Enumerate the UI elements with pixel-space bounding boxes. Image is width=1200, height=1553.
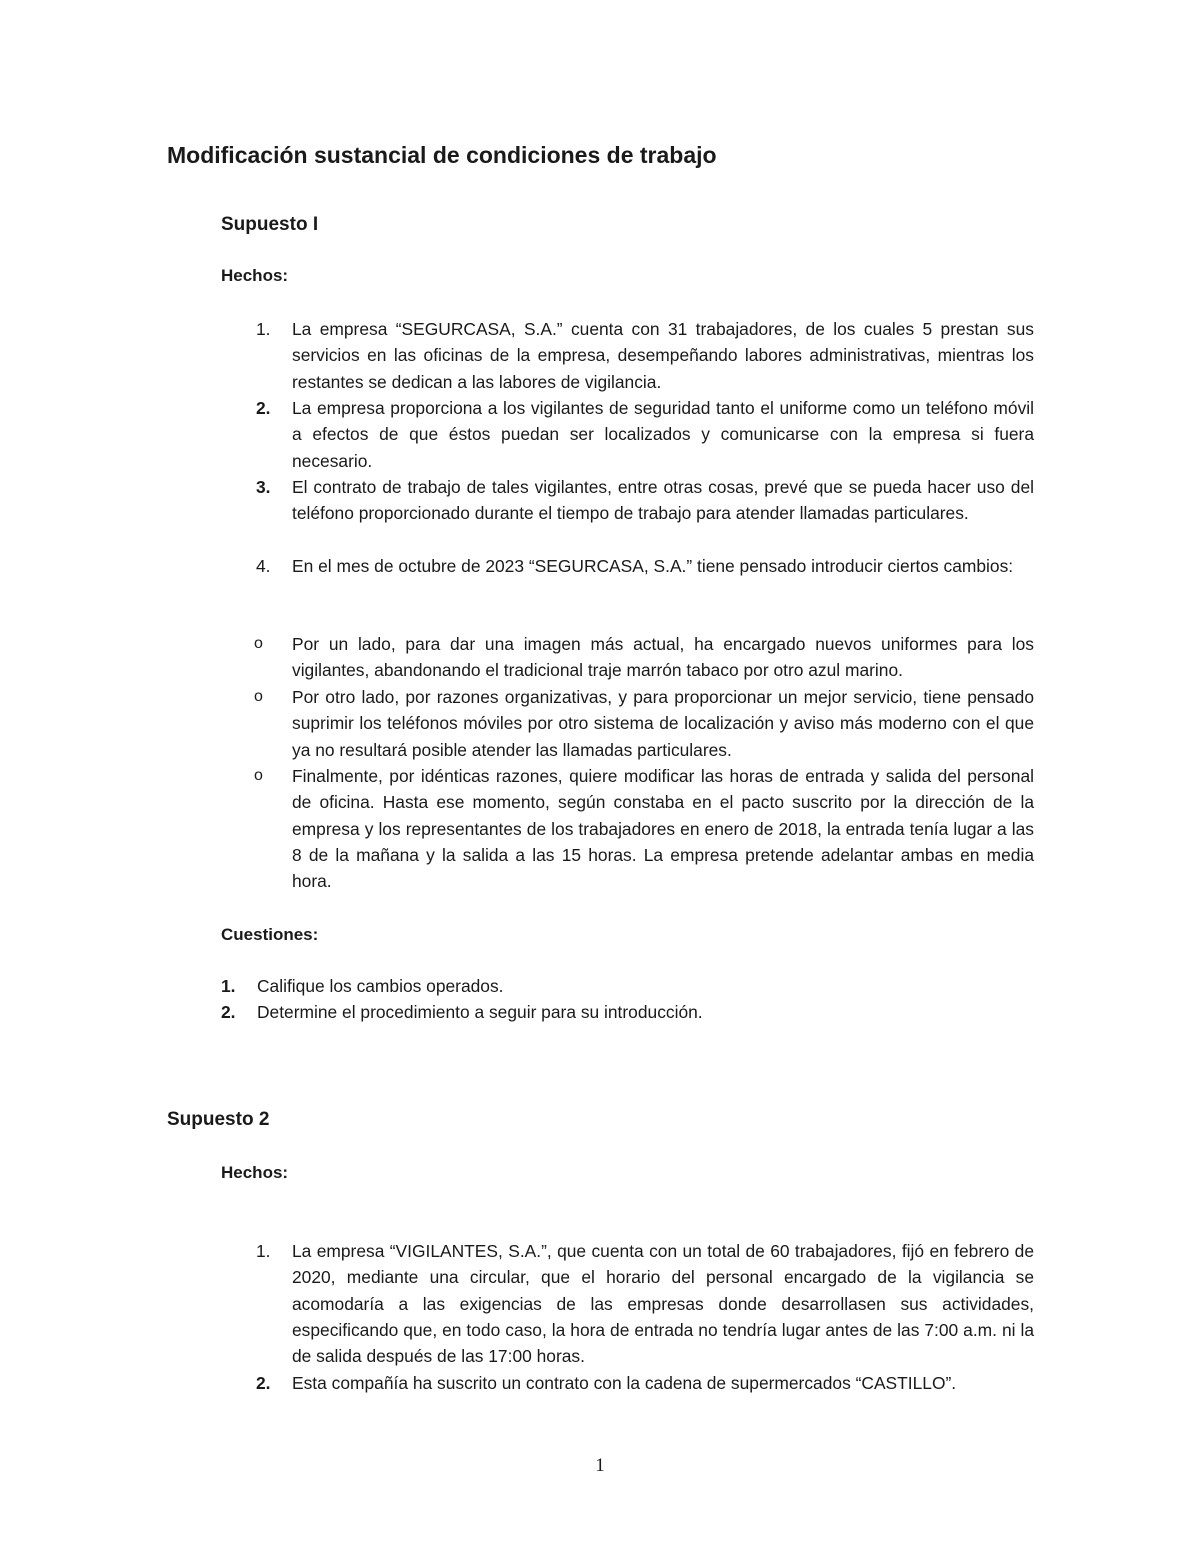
list-item (256, 1370, 1034, 1396)
list-marker: 1. (256, 1241, 271, 1261)
list-item (221, 999, 1034, 1025)
list-marker: 2. (256, 1373, 271, 1393)
document-title: Modificación sustancial de condiciones de trabajo (167, 142, 717, 168)
list-marker: 1. (221, 976, 236, 996)
list-item-text: En el mes de octubre de 2023 “SEGURCASA, S.A.” tiene pensado introducir ciertos cambios: (292, 556, 1014, 576)
supuesto-1-hechos-label: Hechos: (221, 266, 289, 285)
list-item (256, 1238, 1034, 1370)
supuesto-1-cambios-list (254, 631, 1034, 894)
list-item-text: Por un lado, para dar una imagen más actual, ha encargado nuevos uniformes para los vigilantes, abandonando el tradicional traje marrón tabaco por otro azul marino. (292, 634, 1034, 681)
page-number: 1 (595, 1455, 605, 1476)
supuesto-1-hechos-list (256, 316, 1034, 579)
list-item (256, 553, 1034, 579)
list-item (256, 395, 1034, 474)
list-item-text: El contrato de trabajo de tales vigilantes, entre otras cosas, prevé que se pueda hacer uso del teléfono proporcionado durante el tiempo de trabajo para atender llamadas particulares. (292, 477, 1034, 524)
list-item (254, 684, 1034, 763)
supuesto-2-hechos-label: Hechos: (221, 1163, 289, 1182)
supuesto-2-heading: Supuesto 2 (167, 1109, 270, 1130)
bullet-circle-icon: o (254, 767, 263, 784)
list-item (221, 973, 1034, 999)
supuesto-2-hechos-list (256, 1238, 1034, 1396)
list-item-text: La empresa “VIGILANTES, S.A.”, que cuenta con un total de 60 trabajadores, fijó en febrero de 2020, mediante una circular, que el horario del personal encargado de la vigilancia se acomodaría a las exigencias de las empresas donde desarrollasen sus actividades, especificando que, en todo caso, la hora de entrada no tendría lugar antes de las 7:00 a.m. ni la de salida después de las 17:00 horas. (292, 1241, 1034, 1367)
list-item-text: Finalmente, por idénticas razones, quiere modificar las horas de entrada y salida del personal de oficina. Hasta ese momento, según constaba en el pacto suscrito por la dirección de la empresa y los representantes de los trabajadores en enero de 2018, la entrada tenía lugar a las 8 de la mañana y la salida a las 15 horas. La empresa pretende adelantar ambas en media hora. (292, 766, 1034, 892)
bullet-circle-icon: o (254, 635, 263, 652)
list-marker: 2. (221, 1002, 236, 1023)
list-item-text: Esta compañía ha suscrito un contrato con la cadena de supermercados “CASTILLO”. (292, 1373, 957, 1393)
supuesto-1-heading: Supuesto I (221, 214, 319, 235)
list-item-text: Por otro lado, por razones organizativas, y para proporcionar un mejor servicio, tiene pensado suprimir los teléfonos móviles por otro sistema de localización y aviso más moderno con el que ya no resultará posible atender las llamadas particulares. (292, 687, 1034, 760)
list-item (254, 631, 1034, 684)
bullet-circle-icon: o (254, 688, 263, 705)
list-item-text: La empresa “SEGURCASA, S.A.” cuenta con 31 trabajadores, de los cuales 5 prestan sus servicios en las oficinas de la empresa, desempeñando labores administrativas, mientras los restantes se dedican a las labores de vigilancia. (292, 319, 1034, 392)
list-marker: 1. (256, 319, 271, 339)
list-item (256, 474, 1034, 553)
list-marker: 4. (256, 556, 271, 576)
supuesto-1-cuestiones-list (221, 973, 1034, 1026)
list-item-text: Determine el procedimiento a seguir para su introducción. (257, 1002, 703, 1023)
list-item (256, 316, 1034, 395)
list-item-text: Califique los cambios operados. (257, 976, 504, 996)
supuesto-1-cuestiones-label: Cuestiones: (221, 925, 319, 944)
list-marker: 2. (256, 398, 271, 418)
list-item-text: La empresa proporciona a los vigilantes de seguridad tanto el uniforme como un teléfono móvil a efectos de que éstos puedan ser localizados y comunicarse con la empresa si fuera necesario. (292, 398, 1034, 471)
list-item (254, 763, 1034, 894)
list-marker: 3. (256, 477, 271, 497)
